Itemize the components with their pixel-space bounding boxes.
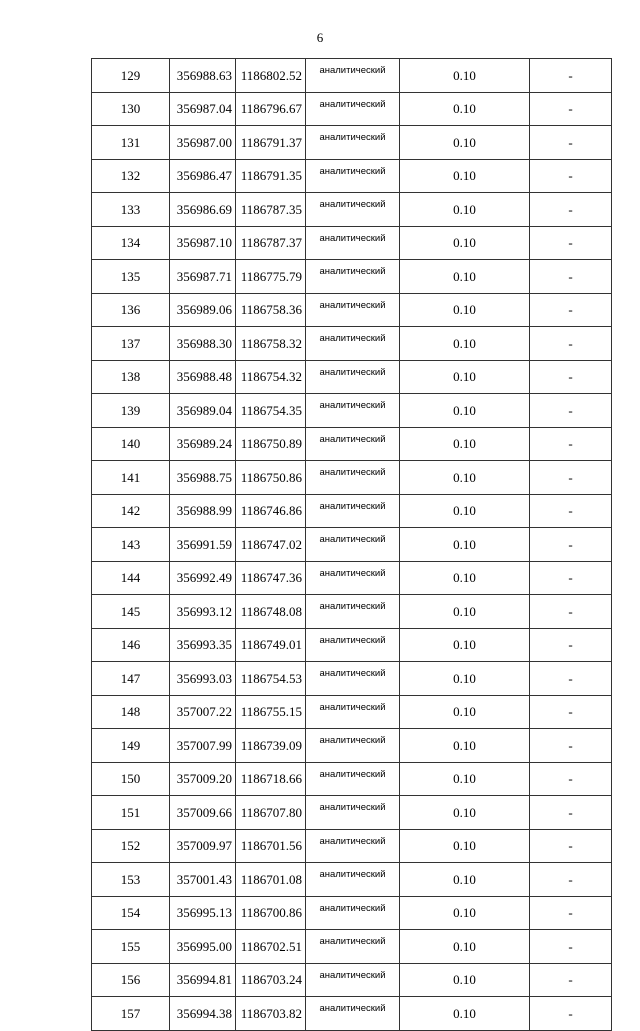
y-coordinate-cell: 1186749.01 xyxy=(236,628,306,662)
y-coordinate-cell: 1186746.86 xyxy=(236,494,306,528)
table-row xyxy=(92,796,612,830)
y-coordinate-cell: 1186702.51 xyxy=(236,930,306,964)
table-row xyxy=(92,561,612,595)
table-row xyxy=(92,930,612,964)
accuracy-cell: 0.10 xyxy=(400,394,530,428)
y-coordinate-cell: 1186701.08 xyxy=(236,863,306,897)
x-coordinate-cell: 357001.43 xyxy=(170,863,236,897)
point-number-cell: 144 xyxy=(92,561,170,595)
table-row xyxy=(92,126,612,160)
point-number-cell: 139 xyxy=(92,394,170,428)
accuracy-cell: 0.10 xyxy=(400,260,530,294)
description-cell: - xyxy=(530,762,612,796)
x-coordinate-cell: 357009.97 xyxy=(170,829,236,863)
y-coordinate-cell: 1186754.53 xyxy=(236,662,306,696)
description-cell: - xyxy=(530,494,612,528)
accuracy-cell: 0.10 xyxy=(400,92,530,126)
table-row xyxy=(92,327,612,361)
accuracy-cell: 0.10 xyxy=(400,662,530,696)
description-cell: - xyxy=(530,662,612,696)
description-cell: - xyxy=(530,829,612,863)
accuracy-cell: 0.10 xyxy=(400,896,530,930)
x-coordinate-cell: 356988.63 xyxy=(170,59,236,93)
accuracy-cell: 0.10 xyxy=(400,528,530,562)
x-coordinate-cell: 356993.12 xyxy=(170,595,236,629)
x-coordinate-cell: 356988.75 xyxy=(170,461,236,495)
accuracy-cell: 0.10 xyxy=(400,461,530,495)
accuracy-cell: 0.10 xyxy=(400,561,530,595)
description-cell: - xyxy=(530,997,612,1031)
point-number-cell: 155 xyxy=(92,930,170,964)
method-cell: аналитический xyxy=(306,494,400,528)
x-coordinate-cell: 356994.38 xyxy=(170,997,236,1031)
description-cell: - xyxy=(530,461,612,495)
y-coordinate-cell: 1186796.67 xyxy=(236,92,306,126)
description-cell: - xyxy=(530,327,612,361)
point-number-cell: 135 xyxy=(92,260,170,294)
accuracy-cell: 0.10 xyxy=(400,59,530,93)
table-row xyxy=(92,662,612,696)
method-cell: аналитический xyxy=(306,260,400,294)
method-cell: аналитический xyxy=(306,729,400,763)
x-coordinate-cell: 356993.03 xyxy=(170,662,236,696)
method-cell: аналитический xyxy=(306,561,400,595)
table-row xyxy=(92,896,612,930)
accuracy-cell: 0.10 xyxy=(400,427,530,461)
table-row xyxy=(92,92,612,126)
accuracy-cell: 0.10 xyxy=(400,695,530,729)
accuracy-cell: 0.10 xyxy=(400,829,530,863)
method-cell: аналитический xyxy=(306,930,400,964)
description-cell: - xyxy=(530,394,612,428)
point-number-cell: 133 xyxy=(92,193,170,227)
x-coordinate-cell: 356988.48 xyxy=(170,360,236,394)
method-cell: аналитический xyxy=(306,695,400,729)
x-coordinate-cell: 357009.20 xyxy=(170,762,236,796)
x-coordinate-cell: 356989.24 xyxy=(170,427,236,461)
y-coordinate-cell: 1186700.86 xyxy=(236,896,306,930)
method-cell: аналитический xyxy=(306,628,400,662)
description-cell: - xyxy=(530,729,612,763)
method-cell: аналитический xyxy=(306,126,400,160)
x-coordinate-cell: 356995.00 xyxy=(170,930,236,964)
table-row xyxy=(92,729,612,763)
accuracy-cell: 0.10 xyxy=(400,729,530,763)
x-coordinate-cell: 357007.22 xyxy=(170,695,236,729)
table-body xyxy=(92,59,612,1031)
y-coordinate-cell: 1186755.15 xyxy=(236,695,306,729)
accuracy-cell: 0.10 xyxy=(400,360,530,394)
description-cell: - xyxy=(530,193,612,227)
point-number-cell: 151 xyxy=(92,796,170,830)
point-number-cell: 147 xyxy=(92,662,170,696)
point-number-cell: 143 xyxy=(92,528,170,562)
x-coordinate-cell: 356988.30 xyxy=(170,327,236,361)
method-cell: аналитический xyxy=(306,193,400,227)
description-cell: - xyxy=(530,695,612,729)
y-coordinate-cell: 1186758.36 xyxy=(236,293,306,327)
point-number-cell: 136 xyxy=(92,293,170,327)
method-cell: аналитический xyxy=(306,394,400,428)
table-row xyxy=(92,997,612,1031)
table-row xyxy=(92,528,612,562)
method-cell: аналитический xyxy=(306,427,400,461)
table-row xyxy=(92,59,612,93)
description-cell: - xyxy=(530,528,612,562)
description-cell: - xyxy=(530,293,612,327)
point-number-cell: 153 xyxy=(92,863,170,897)
table-row xyxy=(92,159,612,193)
y-coordinate-cell: 1186707.80 xyxy=(236,796,306,830)
method-cell: аналитический xyxy=(306,963,400,997)
description-cell: - xyxy=(530,896,612,930)
point-number-cell: 130 xyxy=(92,92,170,126)
y-coordinate-cell: 1186754.35 xyxy=(236,394,306,428)
table-row xyxy=(92,695,612,729)
table-row xyxy=(92,494,612,528)
description-cell: - xyxy=(530,963,612,997)
x-coordinate-cell: 356989.06 xyxy=(170,293,236,327)
description-cell: - xyxy=(530,561,612,595)
method-cell: аналитический xyxy=(306,360,400,394)
description-cell: - xyxy=(530,226,612,260)
x-coordinate-cell: 356991.59 xyxy=(170,528,236,562)
x-coordinate-cell: 356995.13 xyxy=(170,896,236,930)
method-cell: аналитический xyxy=(306,461,400,495)
table-row xyxy=(92,360,612,394)
accuracy-cell: 0.10 xyxy=(400,595,530,629)
point-number-cell: 149 xyxy=(92,729,170,763)
point-number-cell: 129 xyxy=(92,59,170,93)
point-number-cell: 154 xyxy=(92,896,170,930)
table-row xyxy=(92,963,612,997)
table-row xyxy=(92,226,612,260)
description-cell: - xyxy=(530,260,612,294)
table-row xyxy=(92,863,612,897)
description-cell: - xyxy=(530,360,612,394)
method-cell: аналитический xyxy=(306,829,400,863)
y-coordinate-cell: 1186775.79 xyxy=(236,260,306,294)
table-row xyxy=(92,394,612,428)
accuracy-cell: 0.10 xyxy=(400,327,530,361)
y-coordinate-cell: 1186787.35 xyxy=(236,193,306,227)
point-number-cell: 150 xyxy=(92,762,170,796)
accuracy-cell: 0.10 xyxy=(400,226,530,260)
description-cell: - xyxy=(530,863,612,897)
method-cell: аналитический xyxy=(306,159,400,193)
accuracy-cell: 0.10 xyxy=(400,963,530,997)
x-coordinate-cell: 356987.71 xyxy=(170,260,236,294)
table-row xyxy=(92,628,612,662)
method-cell: аналитический xyxy=(306,997,400,1031)
coordinates-table xyxy=(91,58,612,1031)
accuracy-cell: 0.10 xyxy=(400,293,530,327)
accuracy-cell: 0.10 xyxy=(400,193,530,227)
point-number-cell: 146 xyxy=(92,628,170,662)
table-row xyxy=(92,260,612,294)
point-number-cell: 145 xyxy=(92,595,170,629)
x-coordinate-cell: 356993.35 xyxy=(170,628,236,662)
point-number-cell: 141 xyxy=(92,461,170,495)
y-coordinate-cell: 1186791.35 xyxy=(236,159,306,193)
y-coordinate-cell: 1186754.32 xyxy=(236,360,306,394)
y-coordinate-cell: 1186750.86 xyxy=(236,461,306,495)
point-number-cell: 132 xyxy=(92,159,170,193)
table-row xyxy=(92,193,612,227)
method-cell: аналитический xyxy=(306,863,400,897)
method-cell: аналитический xyxy=(306,92,400,126)
y-coordinate-cell: 1186703.82 xyxy=(236,997,306,1031)
point-number-cell: 142 xyxy=(92,494,170,528)
y-coordinate-cell: 1186747.36 xyxy=(236,561,306,595)
point-number-cell: 152 xyxy=(92,829,170,863)
y-coordinate-cell: 1186747.02 xyxy=(236,528,306,562)
x-coordinate-cell: 356986.69 xyxy=(170,193,236,227)
description-cell: - xyxy=(530,930,612,964)
table-row xyxy=(92,427,612,461)
description-cell: - xyxy=(530,628,612,662)
y-coordinate-cell: 1186718.66 xyxy=(236,762,306,796)
method-cell: аналитический xyxy=(306,293,400,327)
x-coordinate-cell: 356988.99 xyxy=(170,494,236,528)
y-coordinate-cell: 1186802.52 xyxy=(236,59,306,93)
description-cell: - xyxy=(530,159,612,193)
accuracy-cell: 0.10 xyxy=(400,159,530,193)
point-number-cell: 131 xyxy=(92,126,170,160)
method-cell: аналитический xyxy=(306,896,400,930)
page-number: 6 xyxy=(316,30,324,45)
y-coordinate-cell: 1186791.37 xyxy=(236,126,306,160)
accuracy-cell: 0.10 xyxy=(400,126,530,160)
method-cell: аналитический xyxy=(306,762,400,796)
x-coordinate-cell: 356987.10 xyxy=(170,226,236,260)
point-number-cell: 137 xyxy=(92,327,170,361)
point-number-cell: 140 xyxy=(92,427,170,461)
method-cell: аналитический xyxy=(306,662,400,696)
table-row xyxy=(92,293,612,327)
x-coordinate-cell: 356989.04 xyxy=(170,394,236,428)
y-coordinate-cell: 1186701.56 xyxy=(236,829,306,863)
point-number-cell: 134 xyxy=(92,226,170,260)
table-row xyxy=(92,829,612,863)
accuracy-cell: 0.10 xyxy=(400,494,530,528)
method-cell: аналитический xyxy=(306,327,400,361)
y-coordinate-cell: 1186739.09 xyxy=(236,729,306,763)
y-coordinate-cell: 1186758.32 xyxy=(236,327,306,361)
point-number-cell: 138 xyxy=(92,360,170,394)
accuracy-cell: 0.10 xyxy=(400,930,530,964)
description-cell: - xyxy=(530,92,612,126)
x-coordinate-cell: 356992.49 xyxy=(170,561,236,595)
x-coordinate-cell: 356987.04 xyxy=(170,92,236,126)
table-row xyxy=(92,595,612,629)
x-coordinate-cell: 357009.66 xyxy=(170,796,236,830)
x-coordinate-cell: 356986.47 xyxy=(170,159,236,193)
table-row xyxy=(92,461,612,495)
y-coordinate-cell: 1186750.89 xyxy=(236,427,306,461)
x-coordinate-cell: 356987.00 xyxy=(170,126,236,160)
point-number-cell: 157 xyxy=(92,997,170,1031)
method-cell: аналитический xyxy=(306,59,400,93)
accuracy-cell: 0.10 xyxy=(400,997,530,1031)
method-cell: аналитический xyxy=(306,796,400,830)
point-number-cell: 156 xyxy=(92,963,170,997)
point-number-cell: 148 xyxy=(92,695,170,729)
x-coordinate-cell: 357007.99 xyxy=(170,729,236,763)
description-cell: - xyxy=(530,126,612,160)
y-coordinate-cell: 1186787.37 xyxy=(236,226,306,260)
method-cell: аналитический xyxy=(306,595,400,629)
accuracy-cell: 0.10 xyxy=(400,762,530,796)
accuracy-cell: 0.10 xyxy=(400,863,530,897)
accuracy-cell: 0.10 xyxy=(400,628,530,662)
x-coordinate-cell: 356994.81 xyxy=(170,963,236,997)
method-cell: аналитический xyxy=(306,226,400,260)
description-cell: - xyxy=(530,427,612,461)
y-coordinate-cell: 1186748.08 xyxy=(236,595,306,629)
y-coordinate-cell: 1186703.24 xyxy=(236,963,306,997)
description-cell: - xyxy=(530,595,612,629)
method-cell: аналитический xyxy=(306,528,400,562)
table-row xyxy=(92,762,612,796)
description-cell: - xyxy=(530,59,612,93)
accuracy-cell: 0.10 xyxy=(400,796,530,830)
description-cell: - xyxy=(530,796,612,830)
